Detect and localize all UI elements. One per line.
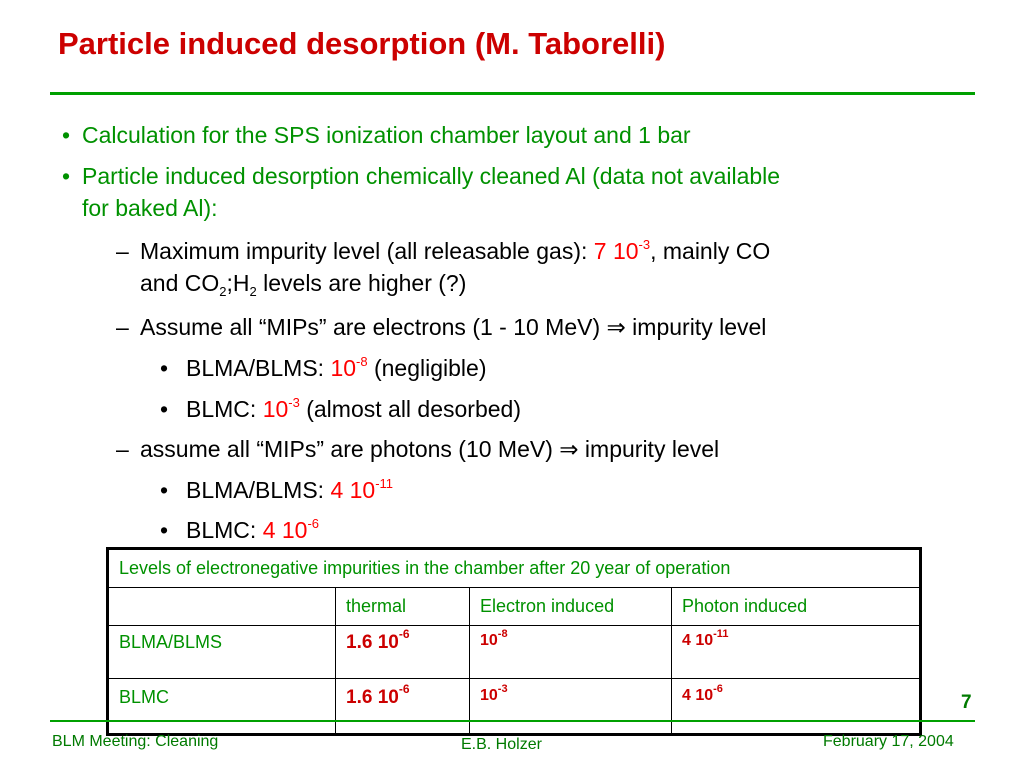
subsub-text <box>186 352 487 384</box>
bullet-dot: • <box>62 122 71 148</box>
row-label: BLMA/BLMS <box>108 626 336 679</box>
value-exponent: -8 <box>497 628 508 640</box>
value-exponent: -3 <box>288 395 300 410</box>
table-header-cell: Photon induced <box>672 588 921 626</box>
footer-left: BLM Meeting: Cleaning <box>52 733 219 750</box>
subsub-text <box>186 514 319 546</box>
value-note: (negligible) <box>367 355 487 381</box>
table-header-cell: Electron induced <box>470 588 672 626</box>
subscript: 2 <box>249 284 257 299</box>
impurity-levels-table <box>106 547 922 736</box>
bullet-dot: • <box>62 163 71 189</box>
h2-prefix: ;H <box>226 270 250 296</box>
value-base: 1.6 10 <box>346 632 399 653</box>
bullet-text-line1: Particle induced desorption chemically cleaned Al (data not available <box>82 163 781 189</box>
subbullet-text <box>140 235 940 299</box>
bullet-text <box>82 160 962 224</box>
table-row <box>108 679 921 735</box>
value-base: 10 <box>330 355 357 381</box>
table-caption-row <box>108 549 921 588</box>
footer-right: February 17, 2004 <box>823 733 954 750</box>
footer-center: E.B. Holzer <box>461 736 542 753</box>
max-impurity-note: , mainly CO <box>650 238 771 264</box>
table-header-cell <box>108 588 336 626</box>
value-exponent: -6 <box>307 516 320 531</box>
detector-label: BLMA/BLMS: <box>186 355 331 381</box>
subscript: 2 <box>219 284 227 299</box>
value-base: 4 10 <box>262 517 308 543</box>
value-base: 4 10 <box>682 632 714 649</box>
value-base: 1.6 10 <box>346 687 399 708</box>
electron-cell <box>470 679 672 735</box>
subsub-text <box>186 393 521 425</box>
subbullet-dash: – <box>116 436 129 462</box>
max-impurity-label: Maximum impurity level (all releasable gas): <box>140 238 594 264</box>
table-caption: Levels of electronegative impurities in the chamber after 20 year of operation <box>108 549 921 588</box>
bullet-dot: • <box>160 396 169 422</box>
row-label: BLMC <box>108 679 336 735</box>
value-exponent: -3 <box>497 683 508 695</box>
photon-cell <box>672 679 921 735</box>
value-base: 10 <box>480 687 498 704</box>
value-base: 4 10 <box>330 477 376 503</box>
impurity-value <box>330 477 393 503</box>
detector-label: BLMA/BLMS: <box>186 477 331 503</box>
table-header-cell: thermal <box>336 588 470 626</box>
max-impurity-value <box>594 238 650 264</box>
value-exponent: -6 <box>398 682 410 696</box>
bullet-text-line2: for baked Al): <box>82 195 218 221</box>
bullet-text: Calculation for the SPS ionization chamber layout and 1 bar <box>82 122 691 148</box>
value-exponent: -11 <box>375 476 394 491</box>
value-exponent: -8 <box>356 354 368 369</box>
electron-cell <box>470 626 672 679</box>
subbullet-text: Assume all “MIPs” are electrons (1 - 10 MeV) ⇒ impurity level <box>140 314 767 340</box>
thermal-cell <box>336 626 470 679</box>
slide-title: Particle induced desorption (M. Taborelli) <box>58 26 666 61</box>
detector-label: BLMC: <box>186 396 263 422</box>
impurity-value <box>263 517 319 543</box>
value-base: 10 <box>262 396 289 422</box>
value-exponent: -11 <box>713 628 729 640</box>
value-note: (almost all desorbed) <box>299 396 521 422</box>
table-header-row <box>108 588 921 626</box>
detector-label: BLMC: <box>186 517 263 543</box>
value-exponent: -6 <box>398 627 410 641</box>
co2-prefix: and CO <box>140 270 220 296</box>
page-number: 7 <box>961 692 972 713</box>
value-exponent: -3 <box>638 237 651 252</box>
thermal-cell <box>336 679 470 735</box>
value-base: 4 10 <box>682 687 714 704</box>
bullet-dot: • <box>160 517 169 543</box>
value-exponent: -6 <box>713 683 723 695</box>
footer-divider <box>50 720 975 722</box>
impurity-value <box>330 355 367 381</box>
subbullet-dash: – <box>116 314 129 340</box>
bullet-dot: • <box>160 477 169 503</box>
levels-note: levels are higher (?) <box>256 270 467 296</box>
subsub-text <box>186 474 393 506</box>
table-row <box>108 626 921 679</box>
value-base: 7 10 <box>593 238 639 264</box>
value-base: 10 <box>480 632 498 649</box>
impurity-value <box>263 396 300 422</box>
title-divider <box>50 92 975 95</box>
subbullet-text: assume all “MIPs” are photons (10 MeV) ⇒ impurity level <box>140 436 720 462</box>
subbullet-dash: – <box>116 238 129 264</box>
photon-cell <box>672 626 921 679</box>
bullet-dot: • <box>160 355 169 381</box>
